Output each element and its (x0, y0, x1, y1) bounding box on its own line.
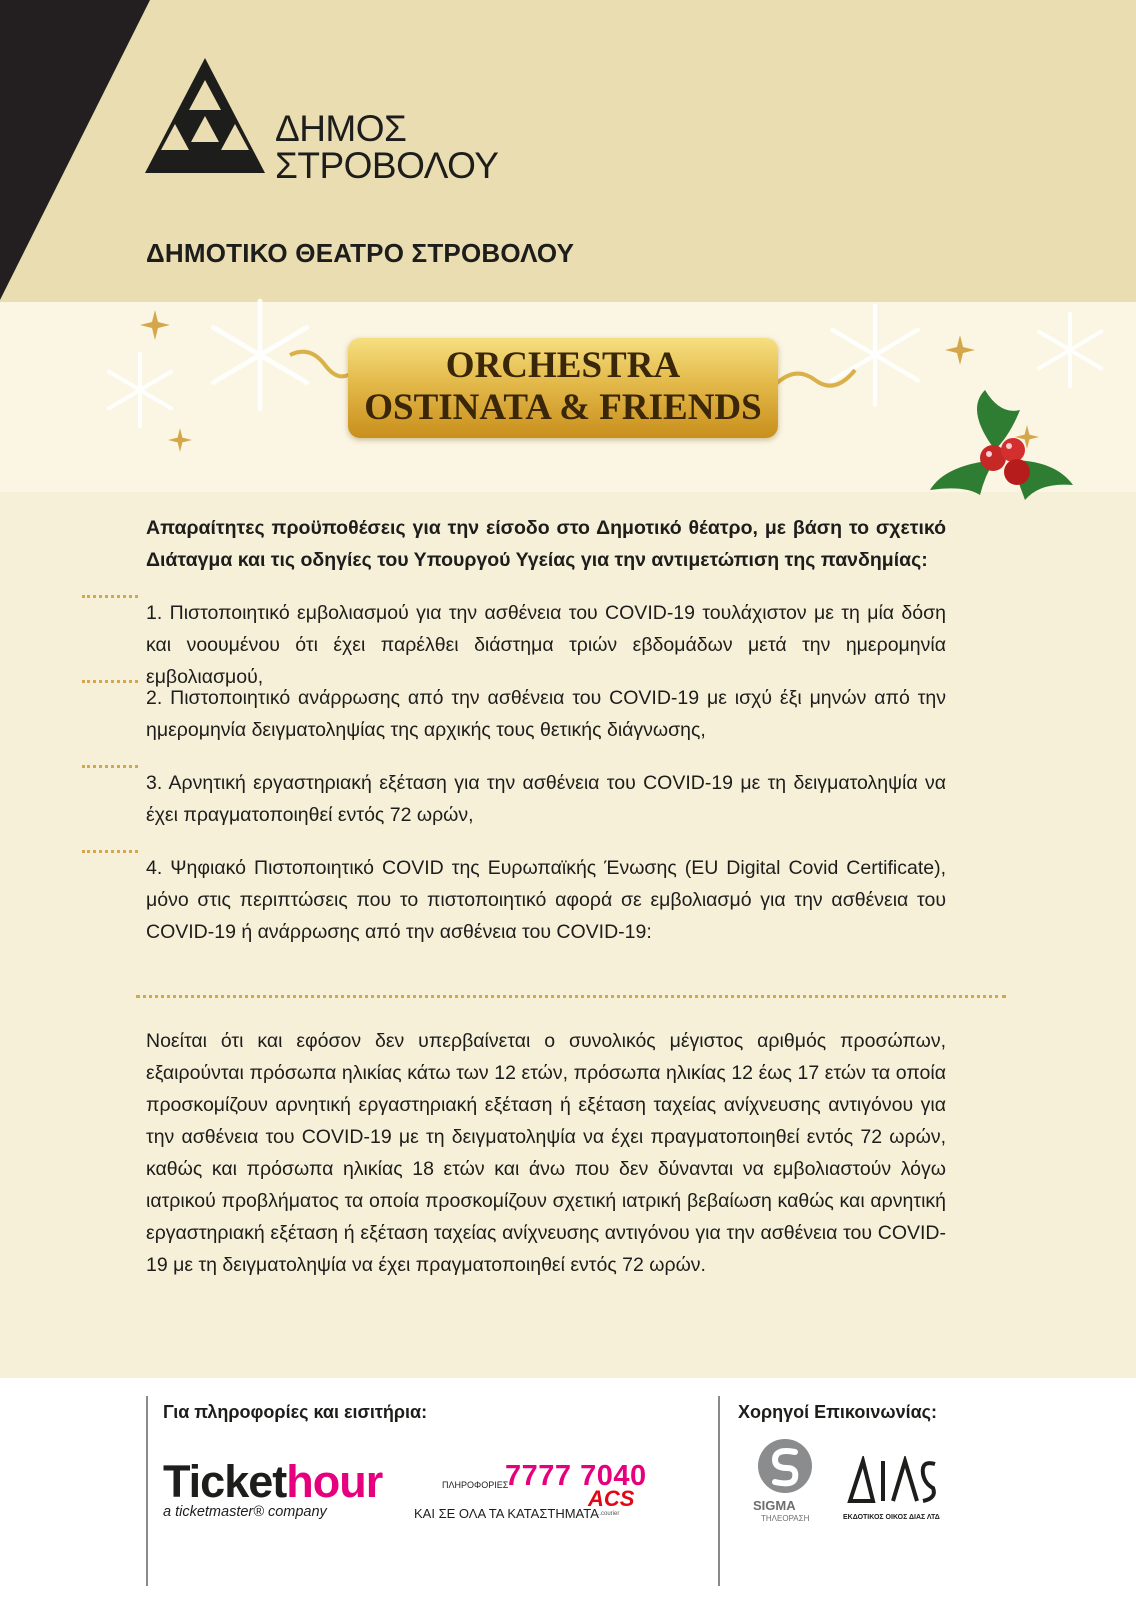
snowflake-icon (1030, 310, 1110, 390)
sponsors-label: Χορηγοί Επικοινωνίας: (738, 1402, 938, 1422)
acs-logo: ACS (588, 1486, 635, 1511)
black-corner-decoration (0, 0, 150, 300)
stores-text: ΚΑΙ ΣΕ ΟΛΑ ΤΑ ΚΑΤΑΣΤΗΜΑΤΑ (414, 1506, 599, 1521)
sigma-logo-icon (755, 1436, 815, 1496)
title-banner (348, 338, 778, 438)
logo-line2: ΣΤΡΟΒΟΛΟΥ (275, 145, 499, 186)
info-tickets-label: Για πληροφορίες και εισιτήρια: (163, 1402, 428, 1422)
footer-divider (718, 1396, 720, 1586)
footer-divider (146, 1396, 148, 1586)
requirement-item-4: 4. Ψηφιακό Πιστοποιητικό COVID της Ευρωπαϊκής Ένωσης (EU Digital Covid Certificate), μόνο στις περιπτώσεις που το πιστοποιητικό αφορά σε εμβολιασμό για την ασθένεια του COVID-19 ή ανάρρωσης από την ασθένεια του COVID-19: (146, 857, 946, 943)
tickethour-logo (163, 1456, 382, 1508)
requirement-item-1: 1. Πιστοποιητικό εμβολιασμού για την ασθένεια του COVID-19 τουλάχιστον με τη μία δόση και νοουμένου ότι έχει παρέλθει διάστημα τριών εβδομάδων μετά την ημερομηνία εμβολιασμού, (146, 602, 946, 688)
banner-title-line1: ORCHESTRA (445, 345, 681, 386)
gold-ribbon-swirl-icon (770, 355, 860, 405)
dotted-separator (82, 595, 138, 598)
star-icon (140, 310, 170, 340)
acs-tagline: ...courier (596, 1511, 620, 1517)
tickethour-hour: hour (286, 1456, 383, 1507)
phone-label: ΠΛΗΡΟΦΟΡΙΕΣ (442, 1480, 509, 1490)
dias-subtitle: ΕΚΔΟΤΙΚΟΣ ΟΙΚΟΣ ΔΙΑΣ ΛΤΔ (843, 1514, 940, 1521)
exemption-note: Νοείται ότι και εφόσον δεν υπερβαίνεται ο συνολικός μέγιστος αριθμός προσώπων, εξαιρούνται πρόσωπα ηλικίας κάτω των 12 ετών, πρόσωπα ηλικίας 12 έως 17 ετών τα οποία προσκομίζουν αρνητική εργαστηριακή εξέταση ή εξέταση ταχείας ανίχνευσης αντιγόνου για την ασθένεια του COVID-19 με τη δειγματοληψία να έχει πραγματοποιηθεί εντός 72 ωρών, καθώς και πρόσωπα ηλικίας 18 ετών και άνω που δεν δύνανται να εμβολιαστούν λόγω ιατρικού προβλήματος τα οποία προσκομίζουν σχετική ιατρική βεβαίωση καθώς και αρνητική εργαστηριακή εξέταση ή εξέταση ταχείας ανίχνευσης αντιγόνου για την ασθένεια του COVID-19 με τη δειγματοληψία να έχει πραγματοποιηθεί εντός 72 ωρών. (146, 1030, 946, 1276)
sigma-label: SIGMA (753, 1498, 796, 1513)
dotted-separator (82, 850, 138, 853)
holly-icon (925, 390, 1075, 505)
footer (0, 1378, 1136, 1600)
phone-number: 7777 7040 (505, 1460, 647, 1492)
requirements-intro: Απαραίτητες προϋποθέσεις για την είσοδο στο Δημοτικό θέατρο, με βάση το σχετικό Διάταγμα και τις οδηγίες του Υπουργού Υγείας για την αντιμετώπιση της πανδημίας: (146, 517, 946, 571)
sigma-subtitle: ΤΗΛΕΟΡΑΣΗ (761, 1514, 810, 1523)
banner-title-line2: OSTINATA & FRIENDS (364, 387, 762, 428)
dotted-separator (82, 765, 138, 768)
star-icon (945, 335, 975, 365)
dotted-separator (82, 680, 138, 683)
requirement-item-3: 3. Αρνητική εργαστηριακή εξέταση για την ασθένεια του COVID-19 με τη δειγματοληψία να έχει πραγματοποιηθεί εντός 72 ωρών, (146, 772, 946, 826)
logo-line1: ΔΗΜΟΣ (275, 108, 407, 149)
tickethour-subtitle: a ticketmaster® company (163, 1504, 327, 1520)
theatre-name: ΔΗΜΟΤΙΚΟ ΘΕΑΤΡΟ ΣΤΡΟΒΟΛΟΥ (146, 238, 575, 268)
star-icon (168, 428, 192, 452)
logo-text (275, 110, 498, 184)
dotted-separator (136, 995, 1006, 998)
tickethour-ticket: Ticket (163, 1456, 287, 1507)
dias-logo-icon (845, 1456, 940, 1506)
requirement-item-2: 2. Πιστοποιητικό ανάρρωσης από την ασθένεια του COVID-19 με ισχύ έξι μηνών από την ημερομηνία δειγματοληψίας της αρχικής τους θετικής διάγνωσης, (146, 687, 946, 741)
snowflake-icon (100, 350, 180, 430)
